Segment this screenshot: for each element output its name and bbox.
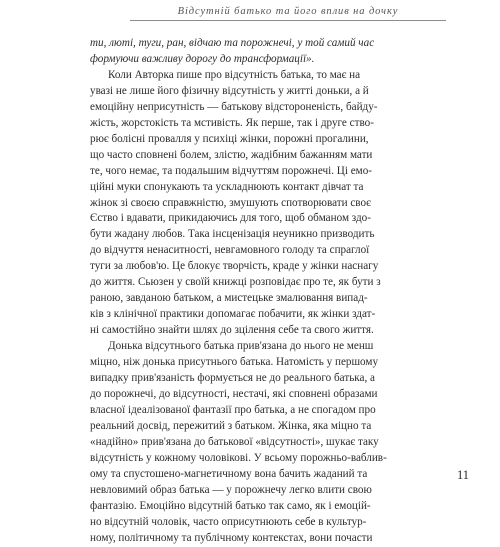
- text-line: формуючи важливу дорогу до трансформації».: [90, 52, 315, 65]
- paragraph-absent-father: [90, 68, 458, 339]
- text-line: но відсутній чоловік, часто оприсутнюють себе в культур-: [90, 515, 367, 528]
- text-line: ків з клінічної практики допомагає побачити, як жінки здат-: [90, 308, 376, 321]
- paragraph-daughter-attachment: [90, 339, 458, 546]
- text-line: ційні муки спонукають та ускладнюють контакт дівчат та: [90, 180, 364, 193]
- text-line: Єство і вдавати, прикидаючись для того, щоб обманом здо-: [90, 212, 371, 225]
- text-line: емоційну неприсутність — батькову відстороненість, байду-: [90, 100, 378, 113]
- text-line: фантазію. Емоційно відсутній батько так само, як і емоцій-: [90, 499, 371, 512]
- text-line: жість, жорстокість та мстивість. Як перше, так і друге ство-: [90, 116, 374, 129]
- text-line: Донька відсутнього батька прив'язана до нього не менш: [108, 340, 374, 353]
- paragraph-quote-ending: [90, 36, 458, 68]
- text-line: раною, завданою батьком, а мистецьке змалювання випад-: [90, 292, 368, 305]
- text-line: туги за любов'ю. Це блокує творчість, краде у жінки наснагу: [90, 260, 379, 273]
- text-line: Коли Авторка пише про відсутність батька, то має на: [108, 68, 361, 81]
- text-line: до відчуття ненаситності, невгамовного голоду та спраглої: [90, 244, 370, 257]
- text-line: випадку прив'язаність формується не до реального батька, а: [90, 372, 375, 385]
- text-line: увазі не лише його фізичну відсутність у житті доньки, а й: [90, 84, 369, 97]
- text-line: відсутність у кожному чоловікові. У всьому порожньо-ваблив-: [90, 451, 387, 464]
- text-line: ному, політичному та публічному контекстах, вони почасти: [90, 531, 373, 544]
- text-line: жінок зі своєю справжністю, змушують спотворювати своє: [90, 196, 371, 209]
- text-line: ні самостійно знайти шлях до зцілення себе та свого життя.: [90, 324, 374, 337]
- text-line: до життя. Сьюзен у своїй книжці розповідає про те, як бути з: [90, 276, 381, 289]
- text-line: бути жадану любов. Така інсценізація неуникно призводить: [90, 228, 375, 241]
- text-line: ти, люті, туги, ран, відчаю та порожнечі, у той самий час: [90, 37, 375, 49]
- text-line: до порожнечі, до відсутності, нестачі, які сповнені образами: [90, 387, 378, 400]
- text-line: ому та спустошено-магнетичному вона бачить жаданий та: [90, 467, 368, 480]
- text-line: власної ідеалізованої фантазії про батька, а не спогадом про: [90, 403, 376, 416]
- running-header: Відсутній батько та його вплив на дочку: [130, 6, 446, 21]
- text-line: невловимий образ батька — у порожнечу легко влити свою: [90, 483, 372, 496]
- text-line: що часто сповнені болем, злістю, жадібним бажанням мати: [90, 148, 373, 161]
- text-line: міцно, ніж донька присутнього батька. Натомість у першому: [90, 356, 379, 369]
- text-line: рює болісні провалля у психіці жінки, порожні прогалини,: [90, 132, 369, 145]
- text-line: те, чого немає, та подальшим відчуттям порожнечі. Ці емо-: [90, 164, 372, 177]
- text-line: реальний досвід, пережитий з батьком. Жінка, яка міцно та: [90, 419, 372, 432]
- text-line: «надійно» прив'язана до батькової «відсутності», шукає таку: [90, 435, 379, 448]
- page-number: 11: [456, 468, 469, 482]
- body-text: [90, 36, 458, 547]
